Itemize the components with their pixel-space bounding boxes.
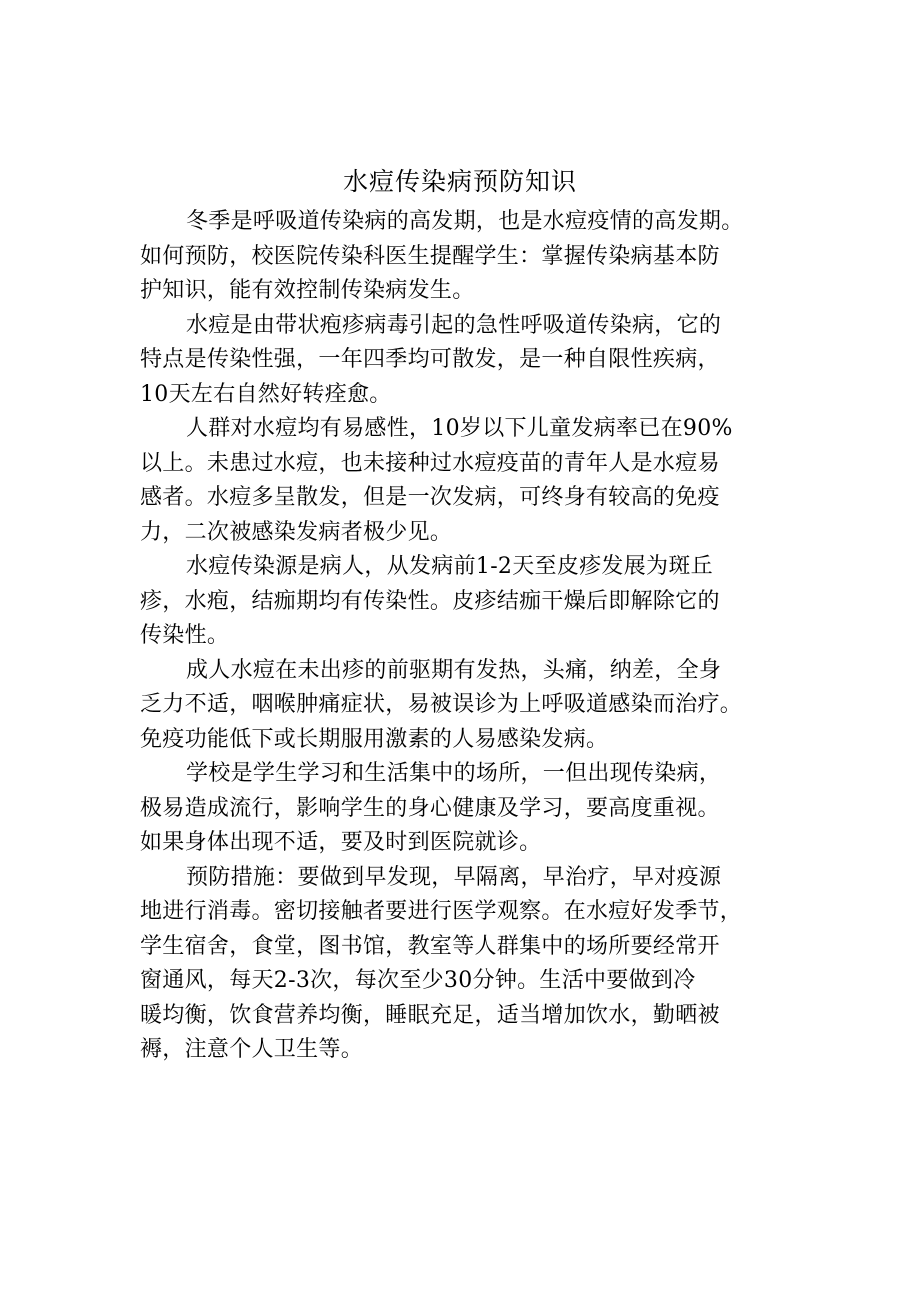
body-line: 学校是学生学习和生活集中的场所，一但出现传染病， <box>186 761 722 786</box>
body-line: 极易造成流行，影响学生的身心健康及学习，要高度重视。 <box>140 795 720 821</box>
body-line: 传染性。 <box>140 623 230 648</box>
body-line: 暖均衡，饮食营养均衡，睡眠充足，适当增加饮水，勤晒被 <box>140 1002 720 1028</box>
body-line: 地进行消毒。密切接触者要进行医学观察。在水痘好发季节， <box>140 899 743 924</box>
body-line: 感者。水痘多呈散发，但是一次发病，可终身有较高的免疫 <box>140 485 720 510</box>
body-line: 冬季是呼吸道传染病的高发期，也是水痘疫情的高发期。 <box>186 209 744 234</box>
body-line: 乏力不适，咽喉肿痛症状，易被误诊为上呼吸道感染而治疗。 <box>140 692 743 717</box>
document-title: 水痘传染病预防知识 <box>342 167 577 196</box>
body-line: 成人水痘在未出疹的前驱期有发热，头痛，纳差，全身 <box>186 657 722 683</box>
body-line: 褥，注意个人卫生等。 <box>140 1037 364 1062</box>
body-line: 人群对水痘均有易感性，10岁以下儿童发病率已在90% <box>186 416 733 441</box>
body-line: 特点是传染性强，一年四季均可散发，是一种自限性疾病， <box>140 347 720 372</box>
body-line: 如果身体出现不适，要及时到医院就诊。 <box>140 830 542 855</box>
body-line: 窗通风，每天2-3次，每次至少30分钟。生活中要做到冷 <box>140 968 696 993</box>
body-line: 以上。未患过水痘，也未接种过水痘疫苗的青年人是水痘易 <box>140 450 720 476</box>
document-body <box>140 205 800 1068</box>
body-line: 护知识，能有效控制传染病发生。 <box>140 278 475 303</box>
body-line: 10天左右自然好转痊愈。 <box>140 381 392 407</box>
body-line: 水痘传染源是病人，从发病前1-2天至皮疹发展为斑丘 <box>186 554 713 579</box>
body-line: 如何预防，校医院传染科医生提醒学生：掌握传染病基本防 <box>140 243 720 269</box>
body-line: 水痘是由带状疱疹病毒引起的急性呼吸道传染病，它的 <box>186 312 722 338</box>
body-line: 免疫功能低下或长期服用激素的人易感染发病。 <box>140 726 609 752</box>
body-line: 预防措施：要做到早发现，早隔离，早治疗，早对疫源 <box>186 864 722 890</box>
body-line: 力，二次被感染发病者极少见。 <box>140 519 453 545</box>
body-line: 学生宿舍，食堂，图书馆，教室等人群集中的场所要经常开 <box>140 933 720 959</box>
body-line: 疹，水疱，结痂期均有传染性。皮疹结痂干燥后即解除它的 <box>140 588 720 614</box>
